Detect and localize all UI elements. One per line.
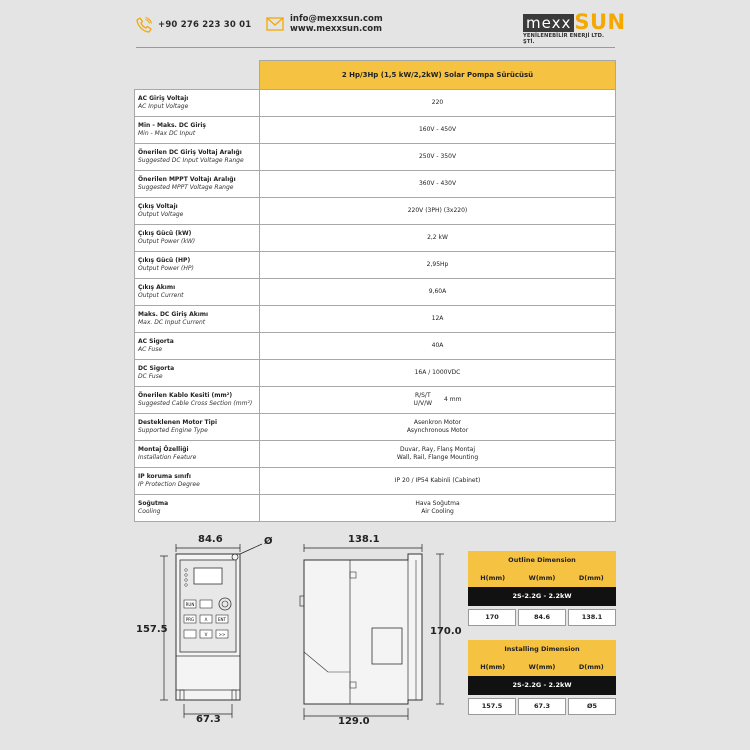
installing-dimension-model: 2S-2.2G - 2.2kW <box>468 676 616 695</box>
spec-label-tr: Maks. DC Giriş Akımı <box>138 311 209 318</box>
spec-label <box>135 387 260 414</box>
spec-header-row <box>135 61 616 90</box>
spec-label-tr: Soğutma <box>138 500 169 507</box>
spec-label-en: Output Current <box>138 292 184 299</box>
spec-label-en: Output Voltage <box>138 211 184 218</box>
outline-dimension-values <box>468 609 616 626</box>
spec-value <box>260 495 616 522</box>
spec-row <box>135 468 616 495</box>
spec-label <box>135 225 260 252</box>
spec-label <box>135 414 260 441</box>
key-ent: ENT <box>218 617 226 622</box>
spec-label-en: Max. DC Input Current <box>138 319 206 326</box>
spec-label-en: IP Protection Degree <box>138 481 200 488</box>
installing-dimension-values <box>468 698 616 715</box>
cable-size: 4 mm <box>444 396 462 403</box>
side-view-drawing <box>290 532 460 732</box>
spec-header-blank <box>135 61 260 90</box>
spec-value: 220 <box>260 90 616 117</box>
spec-label-tr: Min - Maks. DC Giriş <box>138 122 206 129</box>
spec-row <box>135 144 616 171</box>
spec-value-cable <box>260 387 616 414</box>
key-run: RUN <box>185 602 195 607</box>
spec-value-line1: Duvar, Ray, Flanş Montaj <box>400 446 475 453</box>
side-depth-top: 138.1 <box>348 534 380 545</box>
spec-value: 360V - 430V <box>260 171 616 198</box>
spec-row <box>135 252 616 279</box>
spec-label-tr: DC Sigorta <box>138 365 175 372</box>
outline-val-w: 84.6 <box>518 609 566 626</box>
spec-value: 12A <box>260 306 616 333</box>
spec-label-en: Suggested Cable Cross Section (mm²) <box>138 400 253 407</box>
logo-sun: SUN <box>574 10 626 34</box>
outline-col-h: H(mm) <box>480 574 506 582</box>
website-link[interactable]: www.mexxsun.com <box>290 24 382 34</box>
spec-row <box>135 333 616 360</box>
header-divider <box>136 47 615 48</box>
outline-val-d: 138.1 <box>568 609 616 626</box>
outline-val-h: 170 <box>468 609 516 626</box>
spec-label <box>135 441 260 468</box>
spec-label <box>135 495 260 522</box>
cable-terminals <box>414 392 432 408</box>
outline-dimension-table <box>468 551 616 626</box>
side-depth-bottom: 129.0 <box>338 716 370 727</box>
cable-term-input: R/S/T <box>414 392 431 399</box>
mail-contact[interactable] <box>266 14 383 34</box>
logo-subtitle: YENİLENEBİLİR ENERJİ LTD. ŞTİ. <box>523 33 605 45</box>
logo-mexx: mexx <box>523 14 574 32</box>
spec-label <box>135 117 260 144</box>
spec-label <box>135 198 260 225</box>
key-up: Λ <box>204 617 208 622</box>
installing-val-h: 157.5 <box>468 698 516 715</box>
front-diameter-symbol: Ø <box>264 536 273 547</box>
spec-table-title: 2 Hp/3Hp (1,5 kW/2,2kW) Solar Pompa Sürücüsü <box>260 61 616 90</box>
spec-row <box>135 225 616 252</box>
mexxsun-logo <box>523 10 626 45</box>
spec-label-tr: AC Giriş Voltajı <box>138 95 189 102</box>
spec-value: 2,95Hp <box>260 252 616 279</box>
spec-row <box>135 495 616 522</box>
installing-dimension-title: Installing Dimension <box>468 640 616 658</box>
outline-dimension-model: 2S-2.2G - 2.2kW <box>468 587 616 606</box>
spec-value-line2: Wall, Rail, Flange Mounting <box>396 454 479 461</box>
spec-label-en: Output Power (HP) <box>138 265 194 272</box>
spec-label-tr: Desteklenen Motor Tipi <box>138 419 218 426</box>
spec-label-tr: AC Sigorta <box>138 338 174 345</box>
installing-val-d: Ø5 <box>568 698 616 715</box>
spec-label-tr: Çıkış Gücü (HP) <box>138 257 191 264</box>
spec-label <box>135 144 260 171</box>
spec-row <box>135 360 616 387</box>
spec-label-en: Min - Max DC Input <box>138 130 196 137</box>
spec-label-en: AC Fuse <box>138 346 163 353</box>
spec-value-line1: Asenkron Motor <box>413 419 462 426</box>
phone-contact[interactable] <box>136 17 251 33</box>
spec-label-en: Installation Feature <box>138 454 197 461</box>
spec-row <box>135 414 616 441</box>
spec-row <box>135 441 616 468</box>
front-width-bottom: 67.3 <box>196 714 221 725</box>
spec-row <box>135 198 616 225</box>
spec-label <box>135 360 260 387</box>
spec-label-tr: Çıkış Akımı <box>138 284 176 291</box>
installing-col-d: D(mm) <box>578 663 604 671</box>
spec-label-tr: IP koruma sınıfı <box>138 473 191 480</box>
envelope-icon <box>266 17 284 31</box>
spec-value: 250V - 350V <box>260 144 616 171</box>
spec-value: 40A <box>260 333 616 360</box>
spec-value <box>260 441 616 468</box>
spec-value-line2: Asynchronous Motor <box>406 427 469 434</box>
outline-dimension-columns <box>468 569 616 587</box>
installing-col-h: H(mm) <box>480 663 506 671</box>
spec-label <box>135 333 260 360</box>
spec-label <box>135 306 260 333</box>
front-view-drawing <box>136 532 280 732</box>
spec-row <box>135 306 616 333</box>
cable-term-output: U/V/W <box>413 400 433 407</box>
spec-value: 220V (3PH) (3x220) <box>260 198 616 225</box>
spec-label-tr: Çıkış Voltajı <box>138 203 178 210</box>
email-link[interactable]: info@mexxsun.com <box>290 14 383 24</box>
spec-row <box>135 90 616 117</box>
spec-value-line1: IP 20 / IP54 Kabinli (Cabinet) <box>394 477 481 484</box>
key-shift: >> <box>218 632 226 637</box>
outline-col-d: D(mm) <box>578 574 604 582</box>
spec-label-en: DC Fuse <box>138 373 163 380</box>
front-height: 157.5 <box>136 624 168 635</box>
spec-value <box>260 414 616 441</box>
spec-label <box>135 252 260 279</box>
spec-value-line1: Hava Soğutma <box>415 500 460 507</box>
spec-row-cable <box>135 387 616 414</box>
spec-row <box>135 117 616 144</box>
spec-row <box>135 171 616 198</box>
spec-row <box>135 279 616 306</box>
installing-val-w: 67.3 <box>518 698 566 715</box>
key-down: V <box>204 632 208 637</box>
front-view-svg <box>150 532 280 732</box>
spec-table <box>134 60 616 522</box>
phone-number: +90 276 223 30 01 <box>158 20 252 30</box>
spec-value-line2: Air Cooling <box>421 508 454 515</box>
spec-label-en: Suggested MPPT Voltage Range <box>138 184 234 191</box>
installing-col-w: W(mm) <box>528 663 556 671</box>
spec-label-en: Output Power (kW) <box>138 238 196 245</box>
spec-label <box>135 90 260 117</box>
spec-value: 16A / 1000VDC <box>260 360 616 387</box>
spec-label <box>135 279 260 306</box>
spec-label-tr: Önerilen MPPT Voltajı Aralığı <box>138 176 236 183</box>
spec-value: 160V - 450V <box>260 117 616 144</box>
spec-label-tr: Önerilen Kablo Kesiti (mm²) <box>138 392 233 399</box>
outline-col-w: W(mm) <box>528 574 556 582</box>
installing-dimension-table <box>468 640 616 715</box>
spec-label-tr: Çıkış Gücü (kW) <box>138 230 192 237</box>
spec-label <box>135 468 260 495</box>
side-height: 170.0 <box>430 626 462 637</box>
outline-dimension-title: Outline Dimension <box>468 551 616 569</box>
phone-icon <box>136 17 152 33</box>
front-width-top: 84.6 <box>198 534 223 545</box>
spec-label-en: AC Input Voltage <box>138 103 189 110</box>
spec-label-en: Supported Engine Type <box>138 427 208 434</box>
installing-dimension-columns <box>468 658 616 676</box>
page-header <box>0 0 750 50</box>
spec-label-tr: Montaj Özelliği <box>138 446 189 453</box>
spec-value: 2,2 kW <box>260 225 616 252</box>
key-prg: PRG <box>185 617 195 622</box>
spec-value <box>260 468 616 495</box>
spec-label-tr: Önerilen DC Giriş Voltaj Aralığı <box>138 149 242 156</box>
spec-label <box>135 171 260 198</box>
spec-label-en: Cooling <box>138 508 161 515</box>
spec-value: 9,60A <box>260 279 616 306</box>
cable-values <box>414 392 462 408</box>
spec-label-en: Suggested DC Input Voltage Range <box>138 157 244 164</box>
